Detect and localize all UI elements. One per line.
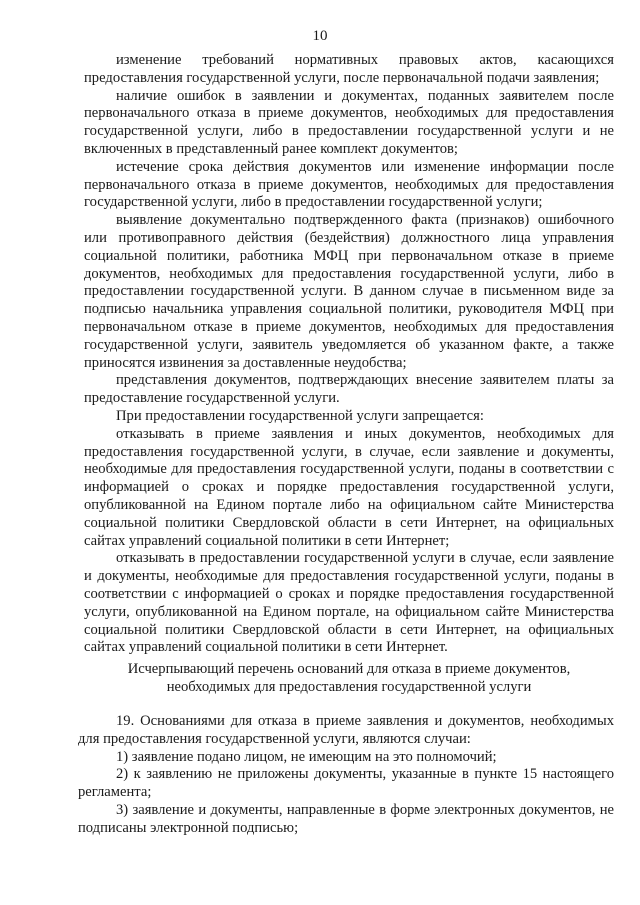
paragraph: отказывать в предоставлении государственной услуги в случае, если заявление и документы, необходимые для предоставления государственной услуги, поданы в соответствии с информацией о сроках и порядке предоставления государственной услуги, опубликованной на Едином портале, на официальном сайте Министерства социальной политики Свердловской области в сети Интернет, на официальных сайтах управлений социальной политики в сети Интернет. — [84, 550, 614, 656]
section-heading — [84, 661, 614, 697]
section-heading-line: необходимых для предоставления государственной услуги — [166, 678, 532, 695]
list-item: 1) заявление подано лицом, не имеющим на это полномочий; — [116, 748, 497, 765]
paragraph: изменение требований нормативных правовых актов, касающихся предоставления государственной услуги, после первоначальной подачи заявления; — [84, 52, 614, 86]
paragraph: отказывать в приеме заявления и иных документов, необходимых для предоставления государственной услуги, в случае, если заявление и документы, необходимые для предоставления государственной услуги, поданы в соответствии с информацией о сроках и порядке предоставления государственной услуги, опубликованной на Едином портале либо на официальном сайте Министерства социальной политики Свердловской области в сети Интернет, на официальных сайтах управлений социальной политики в сети Интернет; — [84, 425, 614, 549]
paragraph: выявление документально подтвержденного факта (признаков) ошибочного или противоправного действия (бездействия) должностного лица управления социальной политики, работника МФЦ при первоначальном отказе в приеме документов, необходимых для предоставления государственной услуги, либо в предоставлении государственной услуги. В данном случае в письменном виде за подписью начальника управления социальной политики, руководителя МФЦ при первоначальном отказе в приеме документов, необходимых для предоставления государственной услуги, заявитель уведомляется об указанном факте, а также приносятся извинения за доставленные неудобства; — [84, 212, 614, 371]
page-number: 10 — [312, 28, 328, 44]
section-body — [78, 713, 614, 838]
paragraph: представления документов, подтверждающих внесение заявителем платы за предоставление государственной услуги. — [84, 372, 614, 407]
paragraph: наличие ошибок в заявлении и документах, поданных заявителем после первоначального отказа в приеме документов, необходимых для предоставления государственной услуги, либо в предоставлении государственной услуги и не включенных в представленный ранее комплект документов; — [84, 87, 614, 157]
document-body — [84, 52, 614, 657]
section-paragraph: 19. Основаниями для отказа в приеме заявления и документов, необходимых для предоставления государственной услуги, являются случаи: — [78, 713, 614, 747]
list-item: 3) заявление и документы, направленные в форме электронных документов, не подписаны электронной подписью; — [78, 801, 614, 836]
paragraph: При предоставлении государственной услуги запрещается: — [116, 407, 484, 424]
section-heading-line: Исчерпывающий перечень оснований для отказа в приеме документов, — [127, 661, 571, 677]
list-item: 2) к заявлению не приложены документы, указанные в пункте 15 настоящего регламента; — [78, 766, 614, 801]
paragraph: истечение срока действия документов или изменение информации после первоначального отказа в приеме документов, необходимых для предоставления государственной услуги, либо в предоставлении государственной услуги; — [84, 158, 614, 211]
